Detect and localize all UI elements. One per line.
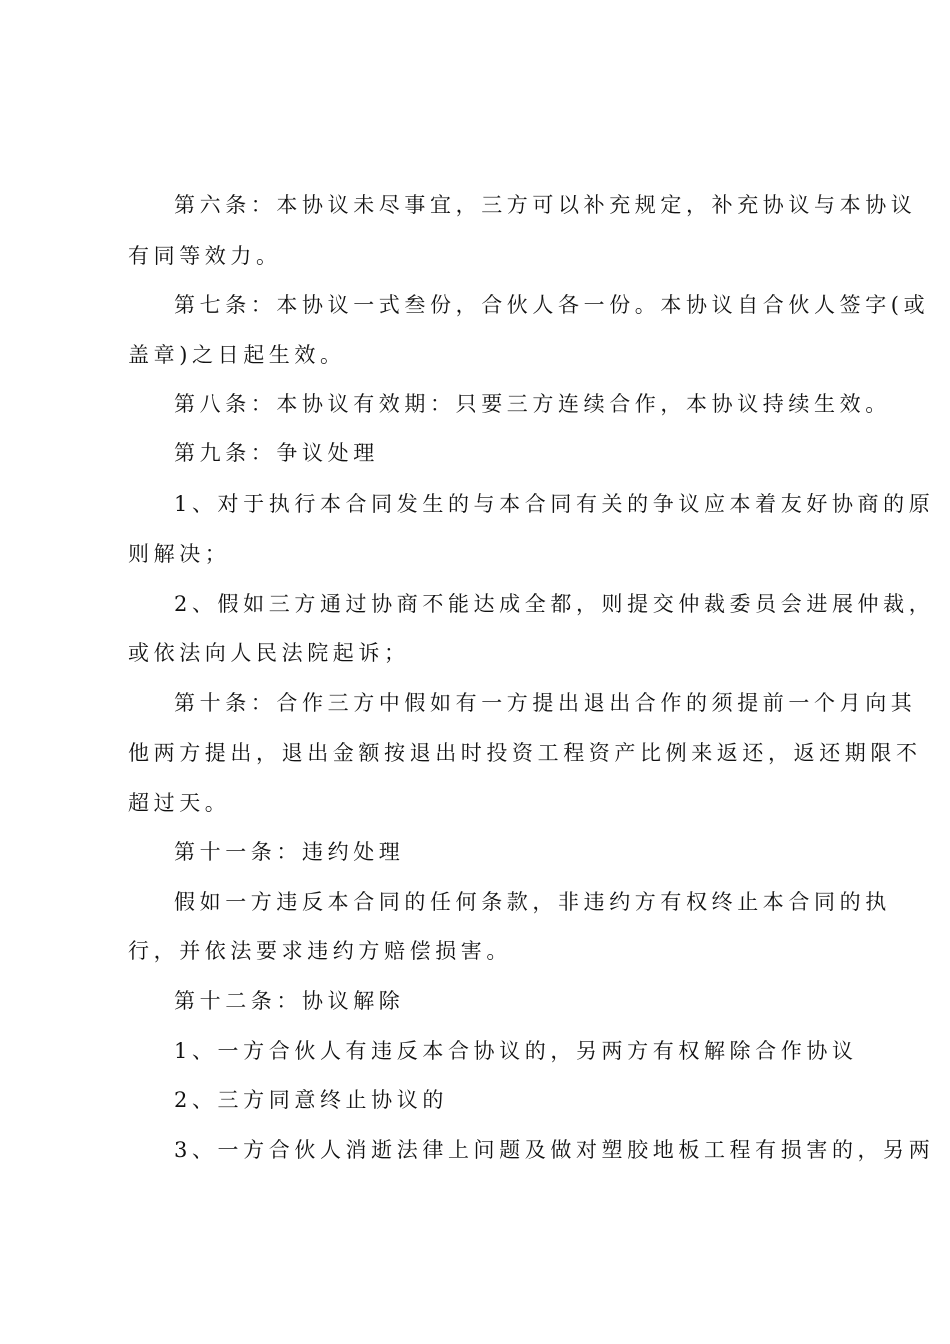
paragraph-line: 或依法向人民法院起诉； bbox=[128, 641, 410, 665]
paragraph-line: 1、一方合伙人有违反本合协议的，另两方有权解除合作协议 bbox=[174, 1039, 858, 1063]
paragraph-line: 2、三方同意终止协议的 bbox=[174, 1088, 448, 1112]
paragraph-line: 则解决； bbox=[128, 542, 231, 566]
paragraph-line: 行，并依法要求违约方赔偿损害。 bbox=[128, 939, 512, 963]
paragraph-line: 2、假如三方通过协商不能达成全都，则提交仲裁委员会进展仲裁， bbox=[174, 592, 935, 616]
paragraph-line: 第十二条：协议解除 bbox=[174, 989, 405, 1013]
paragraph-line: 有同等效力。 bbox=[128, 244, 282, 268]
paragraph-line: 他两方提出，退出金额按退出时投资工程资产比例来返还，返还期限不 bbox=[128, 741, 922, 765]
paragraph-line: 盖章)之日起生效。 bbox=[128, 343, 346, 367]
paragraph-line: 第八条：本协议有效期：只要三方连续合作，本协议持续生效。 bbox=[174, 392, 891, 416]
paragraph-line: 第六条：本协议未尽事宜，三方可以补充规定，补充协议与本协议 bbox=[174, 193, 917, 217]
paragraph-line: 第九条：争议处理 bbox=[174, 441, 379, 465]
paragraph-line: 第十一条：违约处理 bbox=[174, 840, 405, 864]
paragraph-line: 1、对于执行本合同发生的与本合同有关的争议应本着友好协商的原 bbox=[174, 492, 935, 516]
paragraph-line: 第十条：合作三方中假如有一方提出退出合作的须提前一个月向其 bbox=[174, 691, 917, 715]
paragraph-line: 第七条：本协议一式叁份，合伙人各一份。本协议自合伙人签字(或 bbox=[174, 293, 930, 317]
paragraph-line: 假如一方违反本合同的任何条款，非违约方有权终止本合同的执 bbox=[174, 890, 891, 914]
paragraph-line: 3、一方合伙人消逝法律上问题及做对塑胶地板工程有损害的，另两 bbox=[174, 1138, 935, 1162]
paragraph-line: 超过天。 bbox=[128, 791, 231, 815]
